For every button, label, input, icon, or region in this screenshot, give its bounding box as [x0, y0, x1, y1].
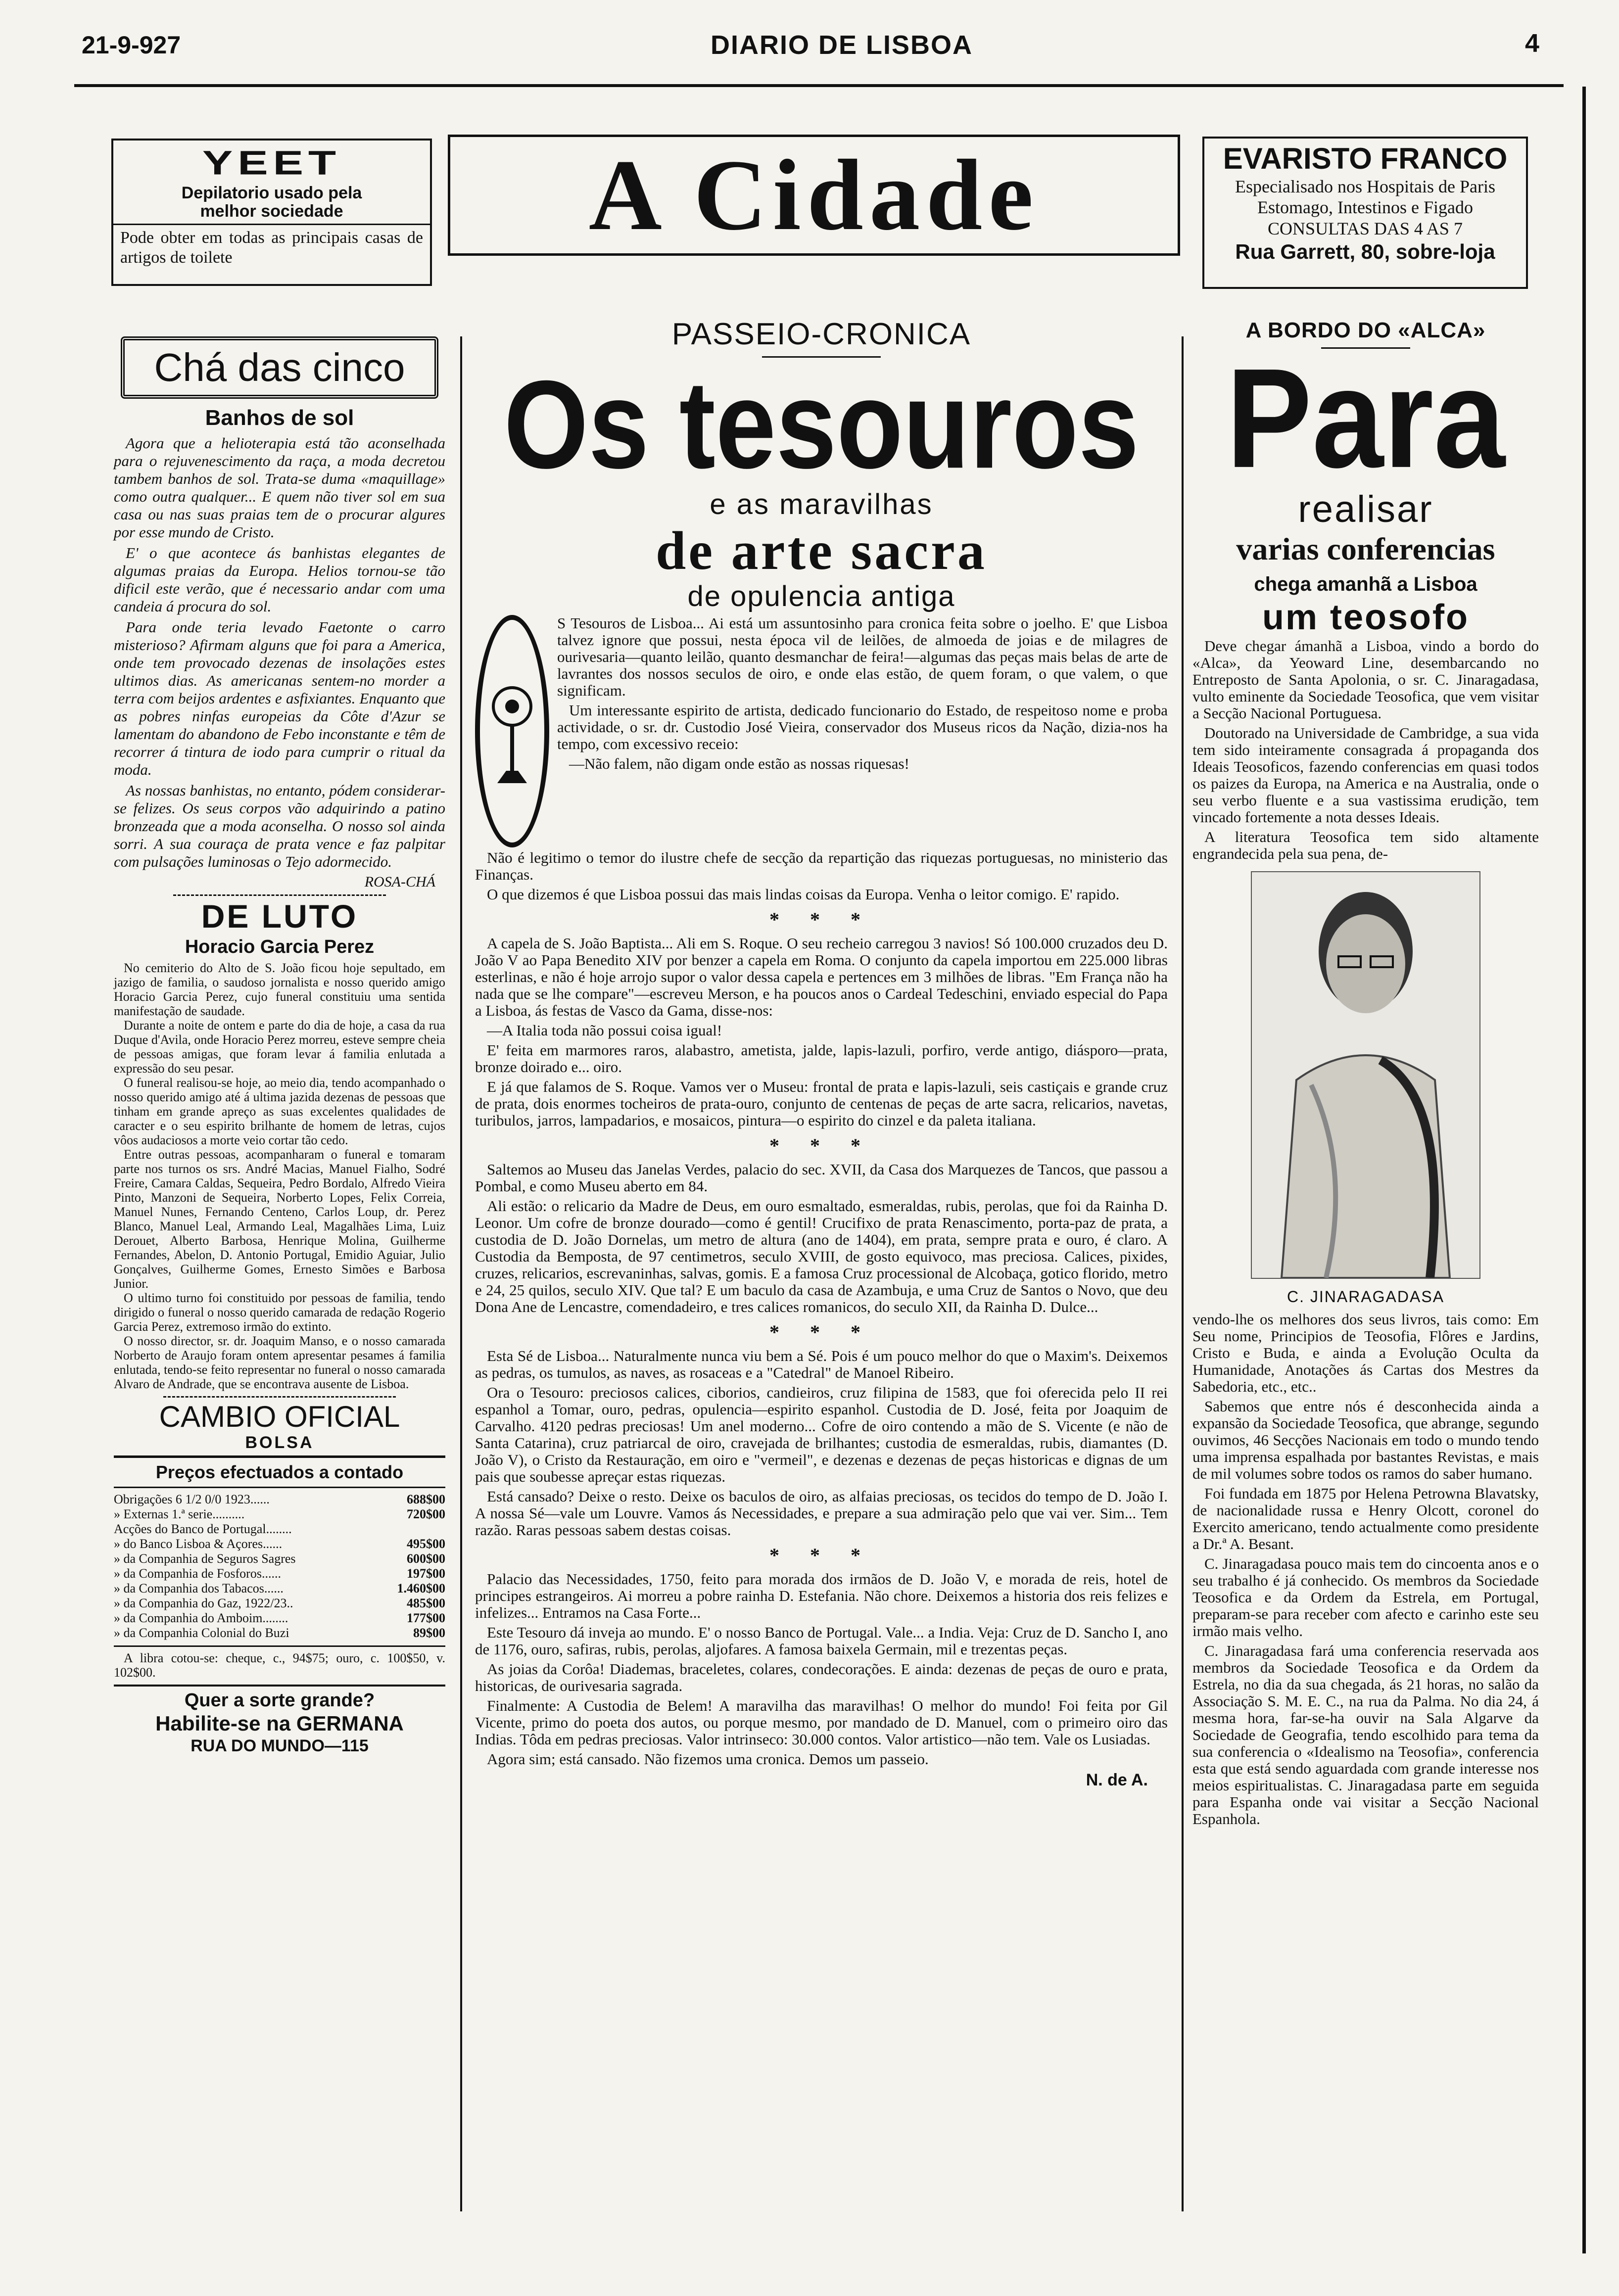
luto-paragraph: No cemiterio do Alto de S. João ficou hoje sepultado, em jazigo de familia, o saudoso jornalista e nosso querido amigo Horacio Garcia Perez, cujo funeral constituiu uma sentida manifestação de saudade. [114, 961, 445, 1018]
price-label: » da Companhia de Fosforos...... [114, 1566, 281, 1581]
yeet-line2: melhor sociedade [113, 202, 430, 225]
cambio-subheading: BOLSA [114, 1433, 445, 1458]
right-headline: Para [1226, 339, 1505, 498]
doctor-name: EVARISTO FRANCO [1223, 142, 1508, 175]
cha-paragraph: Agora que a helioterapia está tão aconselhada para o rejuvenescimento da raça, a moda decretou tambem banhos de sol. Trata-se duma «maquillage» como outra qualquer... E quem não tiver sol em sua casa ou nas suas praias tem de o procurar algures por esse mundo de Cristo. [114, 434, 445, 541]
doctor-line2: Estomago, Intestinos e Figado [1257, 197, 1473, 217]
article-paragraph: Não é legitimo o temor do ilustre chefe de secção da repartição das riquezas portuguesas, no ministerio das Finanças. [475, 849, 1168, 883]
price-row [114, 1611, 445, 1626]
doctor-address: Rua Garrett, 80, sobre-loja [1235, 240, 1495, 263]
price-label: » da Companhia de Seguros Sagres [114, 1551, 296, 1566]
section-stars: * * * [769, 1321, 873, 1343]
price-value: 600$00 [407, 1551, 445, 1566]
page-date: 21-9-927 [82, 31, 181, 59]
article-paragraph: —A Italia toda não possui coisa igual! [487, 1022, 722, 1039]
article-deck-1: e as maravilhas [710, 488, 933, 520]
price-value: 1.460$00 [397, 1581, 445, 1595]
germana-line3: RUA DO MUNDO—115 [190, 1736, 369, 1755]
luto-paragraph: Entre outras pessoas, acompanharam o funeral e tomaram parte nos turnos os srs. André Macias, Manuel Fialho, Sodré Freire, Camara Caldas, Sequeira, Pedro Bordalo, Alfredo Vieira Pinto, Manzoni de Sequeira, Norberto Lopes, Felix Correia, Manuel Nunes, Fernando Centeno, Carlos Loup, dr. Perez Blanco, Manuel Leal, Armando Leal, Magalhães Lima, Luiz Derouet, Alberto Barbosa, Henrique Molina, Guilherme Fernandes, Abelon, D. Antonio Portugal, Emidio Aguiar, Julio Gonçalves, Guilherme Gomes, Ernesto Simões e Barbosa Junior. [114, 1147, 445, 1291]
teosofo-paragraph: A literatura Teosofica tem sido altamente engrandecida pela sua pena, de- [1192, 828, 1539, 862]
luto-paragraph: O funeral realisou-se hoje, ao meio dia, tendo acompanhado o nosso querido amigo até á ultima jazida dezenas de pessoas que tinham em grande apreço as suas excelentes qualidades de caracter e o seu espirito brilhante de homem de letras, cujos vôos audaciosos a morte veio cortar tão cedo. [114, 1076, 445, 1147]
teosofo-article-continued [1192, 1311, 1539, 1827]
price-row [114, 1492, 445, 1507]
article-paragraph: S Tesouros de Lisboa... Ai está um assuntosinho para cronica feita sobre o joelho. E' que Lisboa talvez ignore que possui, nesta época vil de leilões, de almoeda de joias e de milagres de ourivesaria—quanto leilão, quanto desmanchar de feira!—algumas das peças mais belas de arte de lavrantes dos nossos seculos de oiro, e onde elas estão, de quem foram, o que valem, o que significam. [557, 614, 1168, 699]
section-banner [448, 135, 1180, 256]
yeet-ad [111, 139, 432, 286]
price-label: » Externas 1.ª serie.......... [114, 1507, 245, 1521]
prices-heading: Preços efectuados a contado [114, 1462, 445, 1488]
portrait-photo [1251, 871, 1480, 1279]
masthead-rule [74, 84, 1564, 87]
article-paragraph: Ora o Tesouro: preciosos calices, ciborios, candieiros, cruz filipina de 1583, que foi oferecida pelo II rei espanhol a Tomar, ouro, pedras, opulencia—espirito espanhol. Custodia de D. José, feita por Joaquim de Carvalho. 4120 pedras preciosas! Um anel moderno... Cofre de oiro contendo a mão de S. Vicente (e não de Santa Catarina), cruz patriarcal de oiro, cravejada de brilhantes; custodia de esmeraldas, rubis, diamantes (D. João V), o Cristo da Restauração, em oiro e "vermeil", e dezenas e dezenas de peças historicas e dignas de um pais que soubesse apreçar estas riquezas. [475, 1384, 1168, 1485]
price-label: » da Companhia do Gaz, 1922/23.. [114, 1596, 293, 1610]
price-label: Obrigações 6 1/2 0/0 1923...... [114, 1492, 270, 1506]
article-paragraph: Ali estão: o relicario da Madre de Deus, em ouro esmaltado, esmeraldas, rubis, perolas, que foi da Rainha D. Leonor. Um cofre de bronze dourado—como é gentil! Crucifixo de prata Renascimento, porta-paz de prata, a custodia de D. João Dornelas, um metro de altura (ano de 1404), em prata, sempre prata e ouro, é claro. A Custodia da Bemposta, de 97 centimetros, seculo XVIII, de gosto equivoco, mas preciosa. Calices, pixides, cruzes, relicarios, escrevaninhas, salvas, gomis. E a famosa Cruz processional de Alcobaça, gotico florido, metro e 24, 25 quilos, seculo XIV. Que tal? E um baculo da casa de Azambuja, e uma Cruz de Santos o Novo, que deu Dona Ane de Lencastre, comendadeiro, e tres calices romanicos, do seculo XII, da Rainha D. Dulce... [475, 1197, 1168, 1315]
right-deck-4: um teosofo [1262, 598, 1469, 637]
luto-heading: DE LUTO [201, 898, 358, 935]
price-label: » da Companhia dos Tabacos...... [114, 1581, 284, 1595]
price-row [114, 1551, 445, 1566]
article-deck-2: de arte sacra [656, 520, 987, 581]
right-deck-3: chega amanhã a Lisboa [1254, 573, 1477, 595]
price-row [114, 1522, 445, 1537]
cha-heading-box [121, 336, 438, 399]
section-stars: * * * [769, 1544, 873, 1566]
article-paragraph: Agora sim; está cansado. Não fizemos uma cronica. Demos um passeio. [487, 1750, 929, 1768]
yeet-brand: YEET [202, 143, 341, 182]
section-stars: * * * [769, 1134, 873, 1157]
price-value: 720$00 [407, 1507, 445, 1521]
germana-line2: Habilite-se na GERMANA [155, 1712, 404, 1735]
right-deck-1: realisar [1298, 488, 1433, 530]
teosofo-paragraph: Foi fundada em 1875 por Helena Petrowna Blavatsky, de nacionalidade russa e Henry Olcott, coronel do Exercito americano, tendo actualmente como presidente a Dr.ª A. Besant. [1192, 1485, 1539, 1552]
article-headline: Os tesouros [504, 354, 1139, 495]
article-paragraph: E' feita em marmores raros, alabastro, ametista, jalde, lapis-lazuli, porfiro, verde antigo, diásporo—prata, bronze doirado e... oiro. [475, 1041, 1168, 1076]
doctor-hours: CONSULTAS DAS 4 AS 7 [1268, 219, 1463, 238]
price-row [114, 1626, 445, 1640]
center-column [475, 317, 1168, 1790]
cambio-footnote: A libra cotou-se: cheque, c., 94$75; ouro, c. 100$50, v. 102$00. [114, 1645, 445, 1680]
article-paragraph: —Não falem, não digam onde estão as nossas riquesas! [569, 755, 909, 772]
luto-paragraph: Durante a noite de ontem e parte do dia de hoje, a casa da rua Duque d'Avila, onde Horacio Perez morreu, esteve sempre cheia de pessoas amigas, que foram levar á familia enlutada a expressão do seu pesar. [114, 1018, 445, 1076]
price-row [114, 1596, 445, 1611]
article-paragraph: Está cansado? Deixe o resto. Deixe os baculos de oiro, as alfaias preciosas, os tecidos do tempo de D. João I. A nossa Sé—vale um Louvre. Vamos ás Necessidades, e prepare a sua admiração pelo que vai ver. Sim... Tem razão. Raras pessoas sabem destas coisas. [475, 1488, 1168, 1539]
teosofo-article [1192, 638, 1539, 862]
article-paragraph: Saltemos ao Museu das Janelas Verdes, palacio do sec. XVII, da Casa dos Marquezes de Tancos, que passou a Pombal, e como Museu aberto em 84. [475, 1161, 1168, 1195]
section-title: A Cidade [588, 139, 1040, 251]
price-row [114, 1566, 445, 1581]
teosofo-paragraph: Doutorado na Universidade de Cambridge, a sua vida tem sido inteiramente consagrada á propaganda dos Ideais Teosoficos, fazendo conferencias em quasi todos os paizes da Europa, na America e na Australia, onde o seu verbo fluente e a sua vastissima erudição, tem vincado fortemente a nota desses Ideais. [1192, 724, 1539, 826]
price-value: 688$00 [407, 1492, 445, 1506]
cha-paragraph: E' o que acontece ás banhistas elegantes de algumas praias da Europa. Helios tornou-se tão dificil este verão, que é necessario andar com uma candeia á procura do sol. [114, 544, 445, 615]
article-paragraph: Este Tesouro dá inveja ao mundo. E' o nosso Banco de Portugal. Vale... a India. Veja: Cruz de D. Sancho I, ano de 1176, ouro, safiras, rubis, perolas, aljofares. A famosa baixela Germain, mil e trezentas peças. [475, 1624, 1168, 1658]
cha-paragraph: Para onde teria levado Faetonte o carro misterioso? Afirmam alguns que foi para a America, onde tem provocado dezenas de insolações estes ultimos dias. As americanas sentem-no morder a terra com beijos ardentes e asfixiantes. Enquanto que as pobres ninfas europeias da Côte d'Azur se lamentam do abandono de Febo inconstante e têm de recorrer á tintura de iodo para cumprir o ritual da moda. [114, 618, 445, 778]
cha-article [114, 434, 445, 871]
price-label: » do Banco Lisboa & Açores...... [114, 1537, 283, 1551]
article-paragraph: A capela de S. João Baptista... Ali em S. Roque. O seu recheio carregou 3 navios! Só 100.000 cruzados deu D. João V ao Papa Benedito XIV por benzer a capela em Roma. O conjunto da capela importou em 225.000 libras esterlinas, e não é hoje arrojo supor o valor dessa capela e pertences em 3 milhões de libras. "Em França não ha nada que se lhe compare"—escreveu Merson, e ha poucos anos o Cardeal Tedeschini, enviado especial do Papa a Lisboa, ás festas de Vasco da Gama, disse-nos: [475, 935, 1168, 1019]
luto-subheading: Horacio Garcia Perez [185, 937, 375, 957]
price-value: 177$00 [407, 1611, 445, 1625]
article-paragraph: Palacio das Necessidades, 1750, feito para morada dos irmãos de D. João V, e morada de reis, hotel de principes estrangeiros. Ai morreu a pobre rainha D. Estefania. Não chore. Deixemos a historia dos reis felizes e infelizes... Entramos na Casa Forte... [475, 1570, 1168, 1621]
price-label: » da Companhia Colonial do Buzi [114, 1626, 289, 1640]
article-kicker: PASSEIO-CRONICA [671, 317, 971, 351]
left-column [114, 336, 445, 1756]
portrait-caption: C. JINARAGADASA [1286, 1288, 1445, 1306]
right-deck-2: varias conferencias [1236, 531, 1495, 566]
yeet-line1: Depilatorio usado pela [181, 184, 362, 202]
luto-article [114, 961, 445, 1391]
germana-ad [114, 1685, 445, 1756]
cha-subheading: Banhos de sol [205, 406, 354, 430]
price-label: Acções do Banco de Portugal........ [114, 1522, 292, 1536]
germana-line1: Quer a sorte grande? [184, 1690, 375, 1711]
price-value: 197$00 [407, 1566, 445, 1581]
doctor-line1: Especialisado nos Hospitais de Paris [1235, 177, 1495, 196]
article-paragraph: Esta Sé de Lisboa... Naturalmente nunca viu bem a Sé. Pois é um pouco melhor do que o Maxim's. Deixemos as pedras, os tumulos, as naves, as rosaceas e a "Catedral" de Manoel Ribeiro. [475, 1347, 1168, 1381]
right-column [1192, 317, 1539, 1830]
article-body [475, 615, 1168, 1790]
ornament-divider [163, 1396, 396, 1398]
luto-paragraph: O nosso director, sr. dr. Joaquim Manso, e o nosso camarada Norberto de Araujo foram ontem apresentar pesames á familia enlutada, tendo-se feito representar no funeral o nosso camarada Alvaro de Andrade, que se encontrava ausente de Lisboa. [114, 1334, 445, 1391]
price-row [114, 1537, 445, 1551]
portrait-figure [1252, 872, 1479, 1278]
teosofo-paragraph: C. Jinaragadasa pouco mais tem do cincoenta anos e o seu trabalho é já conhecido. Os membros da Sociedade Teosofica e da Ordem da Estrela, em Portugal, preparam-se para receber com afecto e carinho este seu irmão mais velho. [1192, 1555, 1539, 1640]
price-row [114, 1507, 445, 1522]
drop-cap-illustration [475, 615, 549, 847]
yeet-body: Pode obter em todas as principais casas de artigos de toilete [120, 229, 423, 267]
page-number: 4 [1525, 29, 1539, 58]
article-paragraph: E já que falamos de S. Roque. Vamos ver o Museu: frontal de prata e lapis-lazuli, seis castiçais e grande cruz de prata, dois enormes tocheiros de prata-ouro, conjunto de centenas de peças de arte sacra, relicarios, navetas, turibulos, jarros, lampadarios, e mosaicos, pintura—o espirito do cinzel e da paleta italiana. [475, 1078, 1168, 1129]
price-value: 89$00 [413, 1626, 445, 1640]
right-border [1582, 87, 1586, 2253]
price-value: 495$00 [407, 1537, 445, 1551]
price-value: 485$00 [407, 1596, 445, 1610]
article-signature: N. de A. [1086, 1771, 1148, 1789]
column-rule-right [1182, 336, 1184, 2211]
teosofo-paragraph: C. Jinaragadasa fará uma conferencia reservada aos membros da Sociedade Teosofica e da Ordem da Estrela, no dia da sua chegada, ás 21 horas, no salão da Associação S. M. E. C., na rua da Palma. No dia 24, á mesma hora, far-se-ha ouvir na Sala Algarve da Sociedade de Geografia, tendo escolhido para tema da sua conferencia o «Idealismo na Teosofia», conferencia esta que está sendo aguardada com grande interesse nos meios espiritualistas. C. Jinaragadasa parte em seguida para Espanha onde vai visitar a Secção Nacional Espanhola. [1192, 1642, 1539, 1827]
price-value [391, 1522, 445, 1537]
price-label: » da Companhia do Amboim........ [114, 1611, 288, 1625]
teosofo-paragraph: vendo-lhe os melhores dos seus livros, tais como: Em Seu nome, Principios de Teosofia, Flôres e Jardins, Cristo e Buda, e ainda a Evolução Oculta da Humanidade, Anotações ás Cartas dos Mestres da Sabedoria, etc., etc.. [1192, 1311, 1539, 1395]
article-paragraph: Um interessante espirito de artista, dedicado funcionario do Estado, de respeitoso nome e proba actividade, o sr. dr. Custodio José Vieira, conservador dos Museus ricos da Nação, dizia-nos ha tempo, com excessivo receio: [557, 702, 1168, 752]
cha-heading: Chá das cinco [154, 345, 405, 389]
price-row [114, 1581, 445, 1596]
teosofo-paragraph: Deve chegar ámanhã a Lisboa, vindo a bordo do «Alca», da Yeoward Line, desembarcando no Entreposto de Santa Apolonia, o sr. C. Jinaragadasa, vulto eminente da Sociedade Teosofica, que vem visitar a Secção Nacional Portuguesa. [1192, 637, 1539, 722]
right-kicker: A BORDO DO «ALCA» [1245, 318, 1486, 342]
article-paragraph: O que dizemos é que Lisboa possui das mais lindas coisas da Europa. Venha o leitor comigo. E' rapido. [487, 886, 1120, 903]
section-stars: * * * [769, 908, 873, 931]
article-paragraph: Finalmente: A Custodia de Belem! A maravilha das maravilhas! O melhor do mundo! Foi feita por Gil Vicente, primo do poeta dos autos, ou porque mesmo, por mandado de D. Manuel, com o primeiro oiro das Indias. Tôda em pedras preciosas. Valor intrinseco: 30.000 contos. Valor artistico—não tem. Vale os Lusiadas. [475, 1697, 1168, 1748]
column-rule-left [460, 336, 462, 2211]
prices-table [114, 1492, 445, 1640]
teosofo-paragraph: Sabemos que entre nós é desconhecida ainda a expansão da Sociedade Teosofica, que abrange, segundo ouvimos, 46 Secções Nacionais em todo o mundo tendo uma imprensa espalhada por bastantes Revistas, e mais de mil volumes sobre todos os ramos do saber humano. [1192, 1398, 1539, 1482]
article-deck-3: de opulencia antiga [687, 580, 955, 612]
evaristo-franco-ad [1202, 137, 1528, 289]
luto-paragraph: O ultimo turno foi constituido por pessoas de familia, tendo dirigido o funeral o nosso querido camarada de redação Rogerio Garcia Perez, extremoso irmão do extinto. [114, 1291, 445, 1334]
cambio-heading: CAMBIO OFICIAL [159, 1400, 400, 1433]
article-paragraph: As joias da Corôa! Diademas, braceletes, colares, condecorações. E ainda: dezenas de peças de ouro e prata, historicas, de ourivesaria sagrada. [475, 1660, 1168, 1694]
newspaper-title: DIARIO DE LISBOA [711, 30, 973, 60]
ornament-divider [173, 894, 386, 896]
cha-paragraph: As nossas banhistas, no entanto, pódem considerar-se felizes. Os seus corpos vão adquirindo a patino bronzeada que a moda aconselha. O nosso sol ainda sorri. A sua couraça de prata vence e faz palpitar com pulsações luminosas o Tejo adormecido. [114, 782, 445, 870]
cha-signature: ROSA-CHÁ [364, 874, 435, 890]
